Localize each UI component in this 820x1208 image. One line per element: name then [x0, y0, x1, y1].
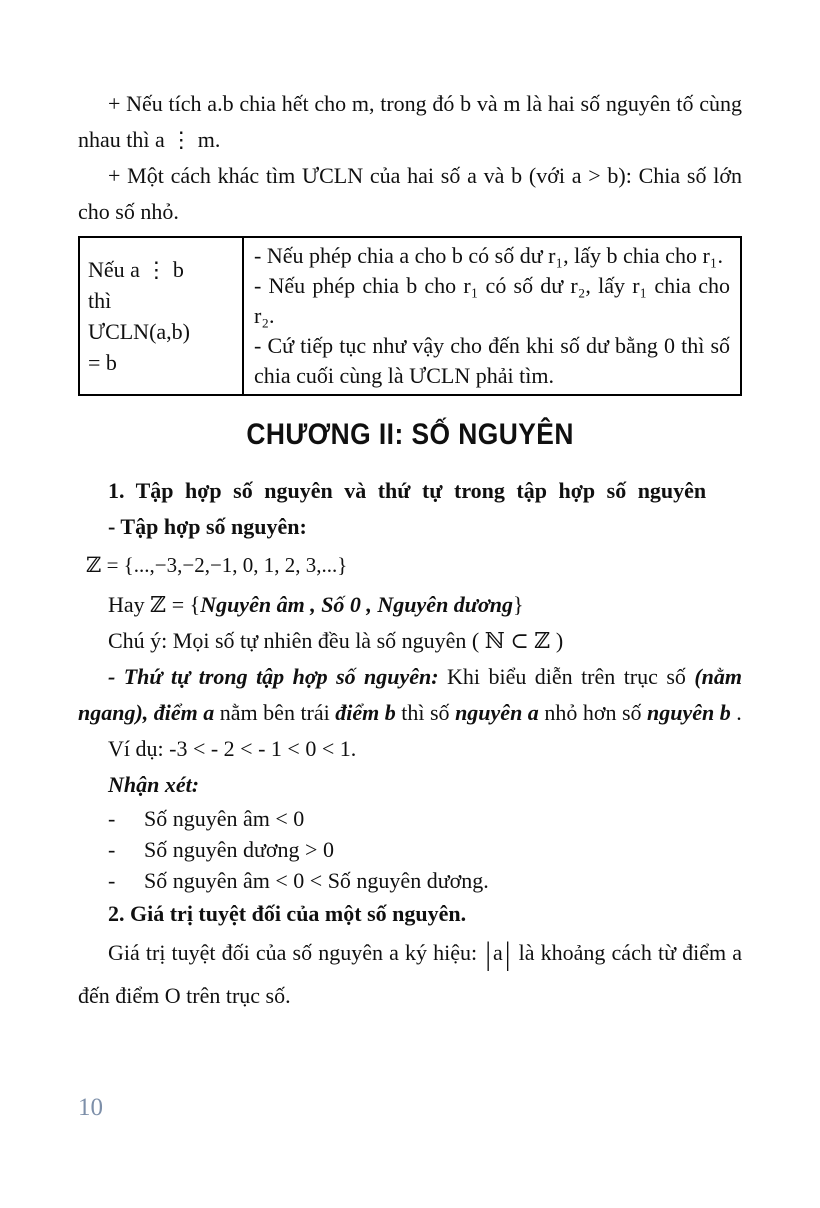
paragraph-coprime-rule: + Nếu tích a.b chia hết cho m, trong đó b và m là hai số nguyên tố cùng nhau thì a ⋮ m.	[78, 91, 742, 152]
integers-set-formula: ℤ = {...,−3,−2,−1, 0, 1, 2, 3,...}	[86, 553, 348, 577]
remark-text: Số nguyên âm < 0 < Số nguyên dương.	[144, 868, 489, 893]
table-row	[79, 237, 741, 395]
remark-text: Số nguyên dương > 0	[144, 837, 334, 862]
paragraph-absolute-value	[78, 932, 742, 1017]
text-run: Giá trị tuyệt đối của số nguyên a ký hiệu:	[108, 940, 484, 965]
text-run: nguyên b	[647, 700, 731, 725]
remark-text: Số nguyên âm < 0	[144, 806, 305, 831]
text-run: Khi biểu diễn trên trục số	[447, 664, 695, 689]
remark-item	[78, 865, 742, 896]
condition-line: Nếu a ⋮ b	[88, 257, 184, 282]
step-line: - Nếu phép chia b cho r₁ có số dư r₂, lấy r₁ chia cho r₂.	[254, 273, 730, 328]
text-run: - Thứ tự trong tập hợp số nguyên:	[108, 664, 448, 689]
step-line: - Nếu phép chia a cho b có số dư r₁, lấy b chia cho r₁.	[254, 243, 723, 268]
text-run: .	[730, 700, 742, 725]
text-run: Nguyên âm , Số 0 , Nguyên dương	[200, 592, 514, 617]
example-line: Ví dụ: -3 < - 2 < - 1 < 0 < 1.	[108, 736, 357, 761]
section-2-title: 2. Giá trị tuyệt đối của một số nguyên.	[108, 901, 467, 926]
text-run: |	[483, 937, 493, 971]
condition-line: thì	[88, 288, 112, 313]
text-run: a	[493, 940, 503, 965]
text-run: }	[513, 592, 524, 617]
condition-line: ƯCLN(a,b)	[88, 319, 190, 344]
remark-item	[78, 803, 742, 834]
table-cell-condition	[79, 237, 243, 395]
paragraph-integer-order	[78, 659, 742, 731]
text-run: thì số	[401, 700, 456, 725]
section-1-title: 1. Tập hợp số nguyên và thứ tự trong tập hợp số nguyên	[108, 478, 707, 503]
text-run: nguyên a	[455, 700, 545, 725]
page-number: 10	[78, 1094, 103, 1121]
table-cell-steps	[243, 237, 741, 395]
text-run: điểm b	[335, 700, 402, 725]
remark-heading: Nhận xét:	[108, 772, 200, 797]
integers-set-alternative	[78, 587, 742, 623]
condition-line: = b	[88, 350, 117, 375]
text-run: là khoảng cách từ điểm a đến điểm O trên trục số.	[78, 940, 742, 1008]
text-run: nằm bên trái	[219, 700, 336, 725]
text-run: nhỏ hơn số	[544, 700, 648, 725]
remark-item	[78, 834, 742, 865]
note-naturals-subset-integers: Chú ý: Mọi số tự nhiên đều là số nguyên ( ℕ ⊂ ℤ )	[108, 628, 564, 653]
chapter-heading	[78, 412, 742, 453]
dash-bullet: -	[108, 837, 116, 862]
paragraph-ucln-method: + Một cách khác tìm ƯCLN của hai số a và b (với a > b): Chia số lớn cho số nhỏ.	[78, 163, 742, 224]
remarks-list	[78, 803, 742, 896]
text-run: (nằm ngang), điểm a	[78, 664, 742, 725]
text-run: Hay ℤ = {	[108, 592, 201, 617]
ucln-steps-table	[78, 236, 742, 396]
step-line: - Cứ tiếp tục như vậy cho đến khi số dư bằng 0 thì số chia cuối cùng là ƯCLN phải tìm.	[254, 333, 730, 388]
chapter-title: CHƯƠNG II: SỐ NGUYÊN	[246, 418, 574, 451]
dash-bullet: -	[108, 868, 116, 893]
text-run: |	[502, 937, 513, 971]
dash-bullet: -	[108, 806, 116, 831]
integers-set-heading: - Tập hợp số nguyên:	[108, 514, 307, 539]
